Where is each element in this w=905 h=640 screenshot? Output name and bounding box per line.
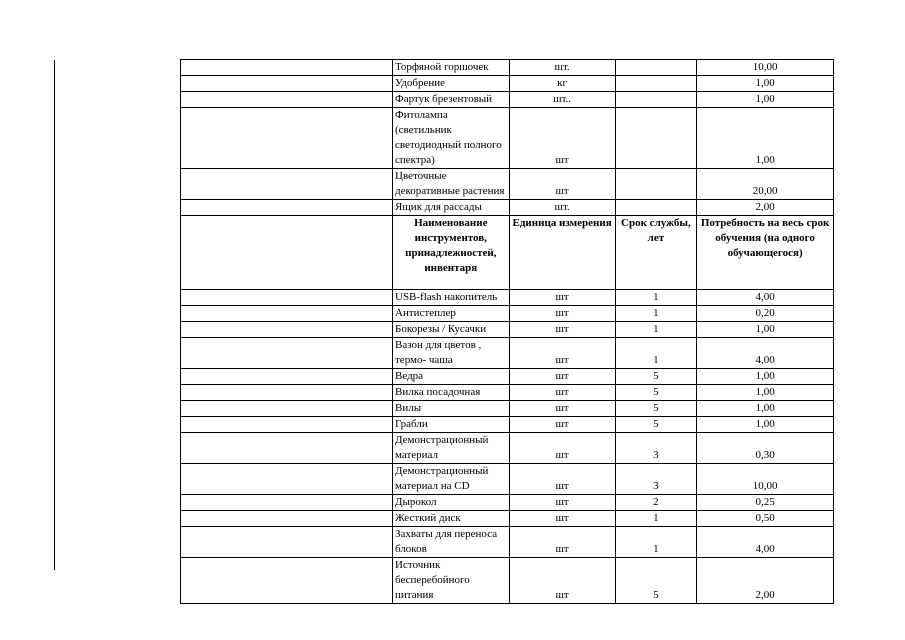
item-life: 1 <box>615 527 697 558</box>
item-need: 1,00 <box>697 401 834 417</box>
item-life <box>615 92 697 108</box>
table-row <box>181 92 834 108</box>
row-blank-cell <box>181 511 393 527</box>
item-unit: шт <box>509 369 615 385</box>
item-life <box>615 169 697 200</box>
row-blank-cell <box>181 401 393 417</box>
item-need: 1,00 <box>697 92 834 108</box>
table-row <box>181 433 834 464</box>
item-life: 1 <box>615 306 697 322</box>
item-life: 3 <box>615 464 697 495</box>
item-unit: шт <box>509 511 615 527</box>
item-need: 0,30 <box>697 433 834 464</box>
item-name: Ведра <box>393 369 510 385</box>
table-row <box>181 108 834 169</box>
table-header-row <box>181 216 834 290</box>
item-life: 1 <box>615 338 697 369</box>
item-life: 5 <box>615 369 697 385</box>
item-unit: шт <box>509 169 615 200</box>
item-need: 2,00 <box>697 200 834 216</box>
table-row <box>181 60 834 76</box>
item-name: Фитолампа (светильник светодиодный полного спектра) <box>393 108 510 169</box>
table-row <box>181 76 834 92</box>
item-name: Дырокол <box>393 495 510 511</box>
table-row <box>181 558 834 604</box>
table-row <box>181 401 834 417</box>
row-blank-cell <box>181 417 393 433</box>
item-unit: шт <box>509 417 615 433</box>
row-blank-cell <box>181 169 393 200</box>
item-unit: кг <box>509 76 615 92</box>
item-name: Захваты для переноса блоков <box>393 527 510 558</box>
table-row <box>181 306 834 322</box>
item-unit: шт <box>509 338 615 369</box>
item-name: Вилы <box>393 401 510 417</box>
item-life: 1 <box>615 322 697 338</box>
item-need: 1,00 <box>697 322 834 338</box>
item-need: 1,00 <box>697 369 834 385</box>
table-row <box>181 495 834 511</box>
table-row <box>181 417 834 433</box>
item-name: Фартук брезентовый <box>393 92 510 108</box>
table-row <box>181 338 834 369</box>
item-name: Жесткий диск <box>393 511 510 527</box>
item-unit: шт <box>509 495 615 511</box>
row-blank-cell <box>181 558 393 604</box>
item-life <box>615 200 697 216</box>
item-unit: шт <box>509 108 615 169</box>
row-blank-cell <box>181 385 393 401</box>
item-name: Ящик для рассады <box>393 200 510 216</box>
item-unit: шт <box>509 464 615 495</box>
item-unit: шт <box>509 290 615 306</box>
item-name: Вилка посадочная <box>393 385 510 401</box>
table-row <box>181 369 834 385</box>
item-name: Цветочные декоративные растения <box>393 169 510 200</box>
inventory-table <box>180 59 834 604</box>
item-unit: шт.. <box>509 92 615 108</box>
item-unit: шт <box>509 558 615 604</box>
row-blank-cell <box>181 216 393 290</box>
item-life <box>615 60 697 76</box>
item-need: 0,25 <box>697 495 834 511</box>
row-blank-cell <box>181 290 393 306</box>
table-row <box>181 290 834 306</box>
item-life: 2 <box>615 495 697 511</box>
row-blank-cell <box>181 527 393 558</box>
table-row <box>181 322 834 338</box>
row-blank-cell <box>181 495 393 511</box>
item-life: 5 <box>615 558 697 604</box>
item-name: Демонстрационный материал на CD <box>393 464 510 495</box>
item-name: USB-flash накопитель <box>393 290 510 306</box>
item-life: 1 <box>615 511 697 527</box>
item-name: Антистеплер <box>393 306 510 322</box>
item-life <box>615 76 697 92</box>
item-need: 10,00 <box>697 464 834 495</box>
row-blank-cell <box>181 76 393 92</box>
row-blank-cell <box>181 108 393 169</box>
row-blank-cell <box>181 338 393 369</box>
item-need: 0,50 <box>697 511 834 527</box>
header-unit: Единица измерения <box>509 216 615 290</box>
item-need: 1,00 <box>697 385 834 401</box>
item-need: 1,00 <box>697 76 834 92</box>
item-name: Источник бесперебойного питания <box>393 558 510 604</box>
item-name: Демонстрационный материал <box>393 433 510 464</box>
item-life <box>615 108 697 169</box>
item-unit: шт. <box>509 200 615 216</box>
item-need: 4,00 <box>697 338 834 369</box>
item-life: 3 <box>615 433 697 464</box>
page-margin-line <box>54 60 55 570</box>
item-life: 5 <box>615 401 697 417</box>
table-row <box>181 511 834 527</box>
header-need: Потребность на весь срок обучения (на одного обучающегося) <box>697 216 834 290</box>
table-row <box>181 169 834 200</box>
item-name: Вазон для цветов , термо- чаша <box>393 338 510 369</box>
row-blank-cell <box>181 306 393 322</box>
row-blank-cell <box>181 200 393 216</box>
item-need: 1,00 <box>697 417 834 433</box>
item-name: Удобрение <box>393 76 510 92</box>
row-blank-cell <box>181 433 393 464</box>
item-unit: шт <box>509 433 615 464</box>
item-need: 10,00 <box>697 60 834 76</box>
row-blank-cell <box>181 464 393 495</box>
row-blank-cell <box>181 322 393 338</box>
item-unit: шт <box>509 527 615 558</box>
row-blank-cell <box>181 92 393 108</box>
table-row <box>181 385 834 401</box>
table-row <box>181 200 834 216</box>
item-need: 4,00 <box>697 290 834 306</box>
item-unit: шт <box>509 401 615 417</box>
item-unit: шт <box>509 322 615 338</box>
item-need: 0,20 <box>697 306 834 322</box>
item-need: 2,00 <box>697 558 834 604</box>
item-unit: шт. <box>509 60 615 76</box>
table-row <box>181 464 834 495</box>
item-unit: шт <box>509 306 615 322</box>
item-need: 1,00 <box>697 108 834 169</box>
header-name: Наименование инструментов, принадлежностей, инвентаря <box>393 216 510 290</box>
item-life: 5 <box>615 385 697 401</box>
item-need: 4,00 <box>697 527 834 558</box>
item-name: Бокорезы / Кусачки <box>393 322 510 338</box>
row-blank-cell <box>181 60 393 76</box>
item-unit: шт <box>509 385 615 401</box>
table-row <box>181 527 834 558</box>
item-need: 20,00 <box>697 169 834 200</box>
row-blank-cell <box>181 369 393 385</box>
header-life: Срок службы, лет <box>615 216 697 290</box>
item-life: 1 <box>615 290 697 306</box>
item-life: 5 <box>615 417 697 433</box>
item-name: Торфяной горшочек <box>393 60 510 76</box>
item-name: Грабли <box>393 417 510 433</box>
